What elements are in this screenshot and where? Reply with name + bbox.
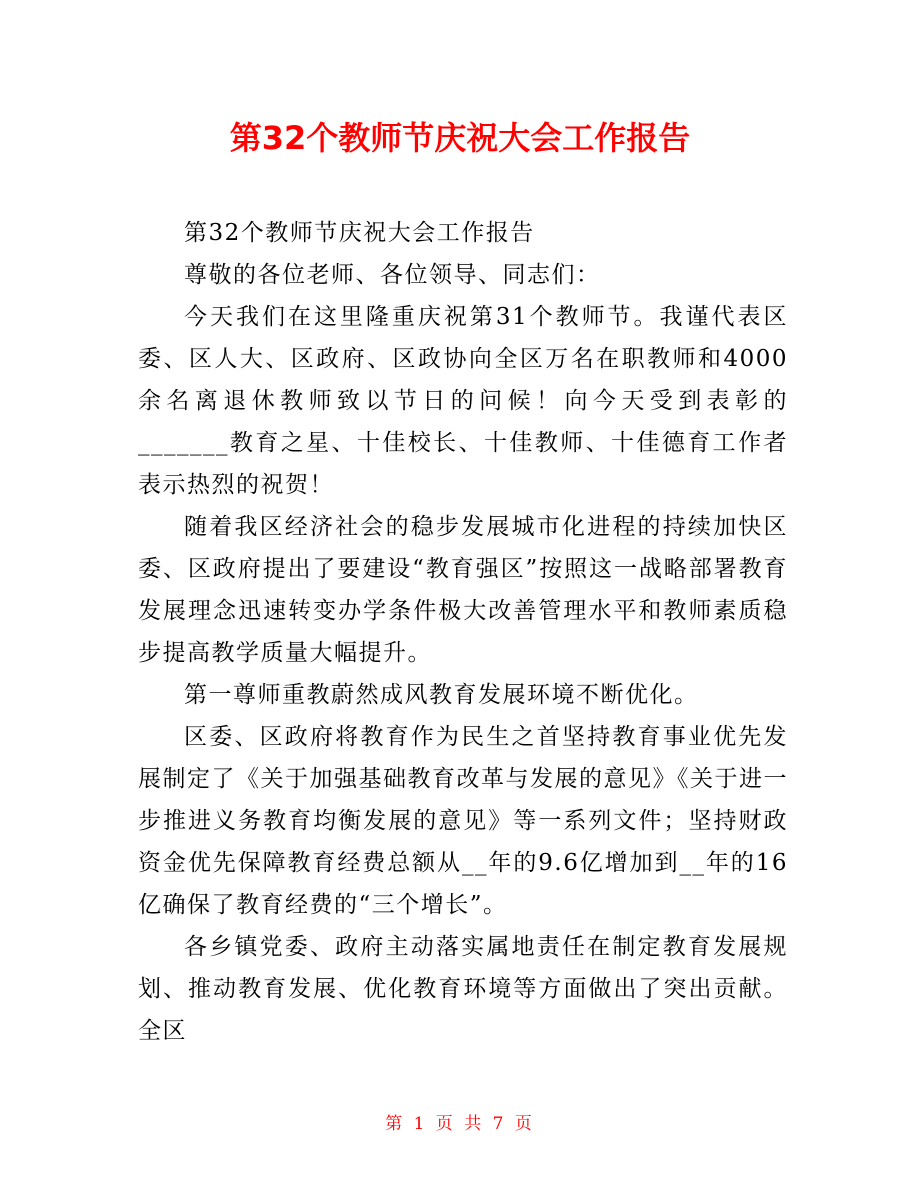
body-paragraph: 区委、区政府将教育作为民生之首坚持教育事业优先发展制定了《关于加强基础教育改革与发展的意见》《关于进一步推进义务教育均衡发展的意见》等一系列文件；坚持财政资金优先保障教育经费总额从__年的9.6亿增加到__年的16亿确保了教育经费的“三个增长”。 — [138, 724, 788, 918]
page-number-footer: 第 1 页 共 7 页 — [385, 1114, 535, 1134]
body-paragraph: 各乡镇党委、政府主动落实属地责任在制定教育发展规划、推动教育发展、优化教育环境等方面做出了突出贡献。全区 — [138, 934, 788, 1044]
body-paragraph: 随着我区经济社会的稳步发展城市化进程的持续加快区委、区政府提出了要建设“教育强区”按照这一战略部署教育发展理念迅速转变办学条件极大改善管理水平和教师素质稳步提高教学质量大幅提升。 — [138, 514, 788, 666]
body-paragraph: 第32个教师节庆祝大会工作报告 — [184, 220, 535, 246]
document-body — [138, 212, 788, 1052]
document-title: 第32个教师节庆祝大会工作报告 — [229, 119, 691, 157]
body-paragraph: 第一尊师重教蔚然成风教育发展环境不断优化。 — [184, 682, 699, 708]
body-paragraph: 尊敬的各位老师、各位领导、同志们： — [184, 262, 601, 288]
body-paragraph: 今天我们在这里隆重庆祝第31个教师节。我谨代表区委、区人大、区政府、区政协向全区万名在职教师和4000余名离退休教师致以节日的问候！向今天受到表彰的_______教育之星、十佳校长、十佳教师、十佳德育工作者表示热烈的祝贺！ — [138, 304, 788, 498]
